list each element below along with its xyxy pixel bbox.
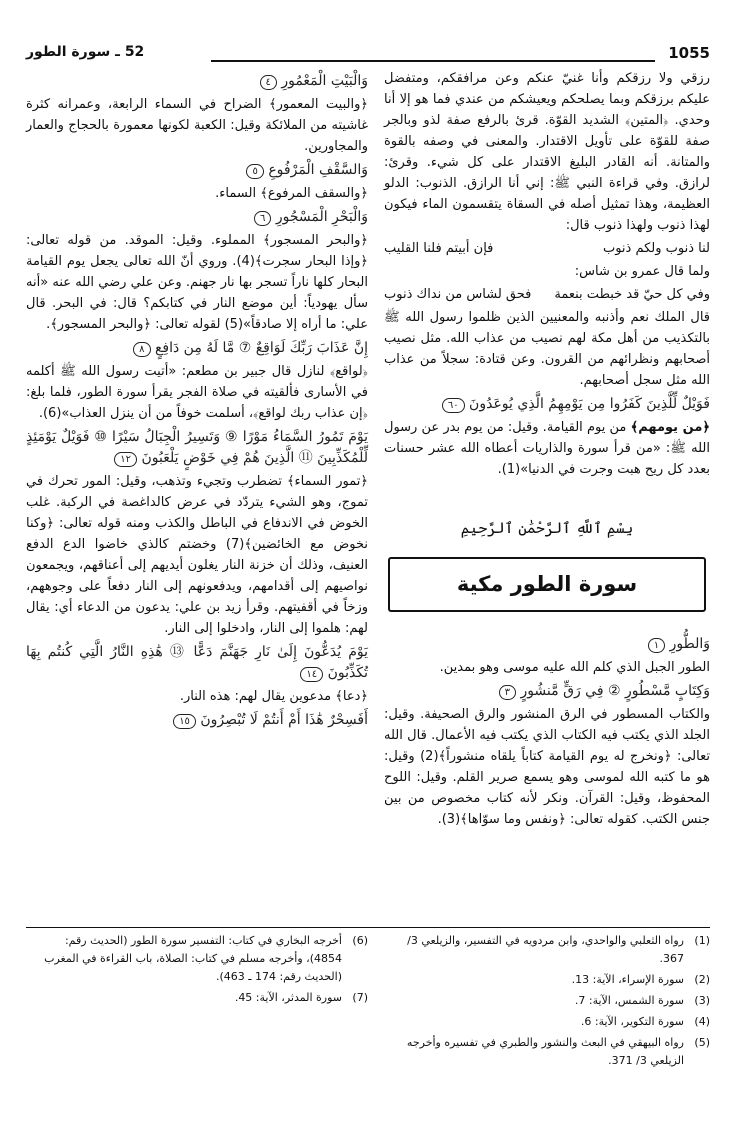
ayah-number: ١٤ xyxy=(300,667,323,682)
paragraph: ولما قال عمرو بن شاس: xyxy=(574,264,710,279)
surah-title-box: سورة الطور مكية xyxy=(388,557,706,612)
footnotes-left xyxy=(26,932,368,1010)
paragraph: ﴿تمور السماء﴾ تضطرب وتجيء وتذهب، وقيل: المور تحرك في تموج، وهو الشيء يتردّد في عرض كالداغصة في الركبة. غلب الخوض في الاندفاع في الباطل والكذب ومنه قوله تعالى: ﴿وكنا نخوض مع الخائضين﴾(7) وخضتم كالذي خاضوا الدع الدفع العنيف، وذلك أن خزنة النار يغلون أيديهم إلى أعناقهم، ويجمعون نواصيهم إلى أقدامهم، ويدفعونهم إلى النار دفعاً على وجوههم، وزخاً في أقفيتهم. وقرأ زيد بن علي: يدعون من الدعاء أي: يقال لهم: هلموا إلى النار، وادخلوا إلى النار. xyxy=(26,474,368,636)
footnote: (3) سورة الشمس، الآية: 7. xyxy=(574,994,710,1007)
ayah-number: ٨ xyxy=(133,342,150,357)
ayah-number: ١٥ xyxy=(173,714,196,729)
page-header xyxy=(26,40,710,70)
paragraph: ﴿لواقع﴾ لنازل قال جبير بن مطعم: «أتيت رسول الله ﷺ أكلمه في الأسارى فألقيته في صلاة الفجر يقرأ سورة الطور، فلما بلغ: ﴿إن عذاب ربك لواقع﴾، أسلمت خوفاً من أن ينزل العذاب»(6). xyxy=(26,364,368,421)
quran-ayah: فَوَيْلٌ لِّلَّذِينَ كَفَرُوا مِن يَوْمِهِمُ الَّذِي يُوعَدُونَ ٦٠ xyxy=(384,394,710,415)
hemistich: فحق لشاس من نداك ذنوب xyxy=(384,287,532,302)
footnotes-right xyxy=(384,932,710,1073)
page-number: 1055 xyxy=(668,44,710,62)
quran-ayah: وَكِتَابٍ مَّسْطُورٍ ② فِي رَقٍّ مَّنشُورٍ ٣ xyxy=(384,681,710,702)
quran-ayah: وَالطُّورِ ١ xyxy=(384,634,710,655)
paragraph: قال الملك نعم وأذنبه والمعنيين الذين ظلموا رسول الله ﷺ بالتكذيب من أهل مكة لهم نصيب من عذاب الله. مثل نصيب أصحابهم ونظرائهم من القرون. وعن قتادة: سجلاً من عذاب الله مثل سجل أصحابهم. xyxy=(384,310,710,388)
quran-ayah: وَالْبَيْتِ الْمَعْمُورِ ٤ xyxy=(26,71,368,92)
right-column xyxy=(384,68,710,830)
hemistich: لنا ذنوب ولكم ذنوب xyxy=(602,241,710,256)
ayah-number: ٥ xyxy=(246,164,263,179)
footnote: (1) رواه الثعلبي والواحدي، وابن مردويه في التفسير، والزيلعي 3/ 367. xyxy=(407,934,710,965)
quran-ayah: أَفَسِحْرٌ هَٰذَا أَمْ أَنتُمْ لَا تُبْصِرُونَ ١٥ xyxy=(26,710,368,731)
poetry-verse xyxy=(384,284,710,305)
footnote: (4) سورة التكوير، الآية: 6. xyxy=(580,1015,710,1028)
quran-ayah: وَالْبَحْرِ الْمَسْجُورِ ٦ xyxy=(26,207,368,228)
paragraph: رزقي ولا رزقكم وأنا غنيّ عنكم وعن مرافقكم، ومتفضل عليكم برزقكم وبما يصلحكم ويعيشكم من عندي فما هو إلا أنا وحدي. ﴿المتين﴾ الشديد القوّة. قرئ بالرفع صفة لذو وبالجر صفة للقوّة على تأويل الاقتدار. والمعنى في وصفه بالقوة والمتانة. أنه القادر البليغ الاقتدار على كل شيء. وقرئ: لرازق. وفي قراءة النبي ﷺ: إني أنا الرازق. الذنوب: الدلو العظيمة، وهذا تمثيل أصله في السقاة يتقسمون الماء فيكون لهذا ذنوب ولهذا ذنوب قال: xyxy=(384,71,710,233)
paragraph: ﴿والبحر المسجور﴾ المملوء. وقيل: الموقد. من قوله تعالى: ﴿وإذا البحار سجرت﴾(4). وروي أنّ الله تعالى يجعل يوم القيامة البحار كلها ناراً تسجر بها نار جهنم. وعن علي رضي الله عنه «أنه سأل يهودياً: أين موضع النار في كتابكم؟ قال: في البحر. قال علي: ما أراه إلا صادقاً»(5) لقوله تعالى: ﴿والبحر المسجور﴾. xyxy=(26,233,368,332)
ayah-number: ٦٠ xyxy=(442,398,465,413)
paragraph: ﴿والسقف المرفوع﴾ السماء. xyxy=(215,186,368,201)
header-rule xyxy=(211,60,655,62)
quran-ayah: وَالسَّقْفِ الْمَرْفُوعِ ٥ xyxy=(26,160,368,181)
paragraph: والكتاب المسطور في الرق المنشور والرق الصحيفة. وقيل: الجلد الذي يكتب فيه الكتاب الذي يكتب فيه الأعمال. قال الله تعالى: ﴿ونخرج له يوم القيامة كتاباً يلقاه منشوراً﴾(2) وقيل: هو ما كتبه الله لموسى وهو يسمع صرير القلم. وقيل: اللوح المحفوظ، وقيل: القرآن. ونكر لأنه كتاب مخصوص من بين جنس الكتب. كقوله تعالى: ﴿ونفس وما سوّاها﴾(3). xyxy=(384,707,710,827)
footnote: (7) سورة المدثر، الآية: 45. xyxy=(234,991,368,1004)
footnote: (2) سورة الإسراء، الآية: 13. xyxy=(571,973,710,986)
ayah-number: ٦ xyxy=(254,211,271,226)
basmala: بِسْمِ ٱللَّهِ ٱلرَّحْمَٰنِ ٱلرَّحِيمِ xyxy=(460,519,634,537)
left-column xyxy=(26,68,368,733)
footnote-rule xyxy=(26,927,710,928)
quran-ayah: يَوْمَ يُدَعُّونَ إِلَىٰ نَارِ جَهَنَّمَ دَعًّا ⑬ هَٰذِهِ النَّارُ الَّتِي كُنتُم بِهَا تُكَذِّبُونَ ١٤ xyxy=(26,644,368,681)
footnote: (5) رواه البيهقي في البعث والنشور والطبري في تفسيره وأخرجه الزيلعي 3/ 371. xyxy=(406,1036,710,1067)
paragraph: ﴿والبيت المعمور﴾ الضراح في السماء الرابعة، وعمرانه كثرة غاشيته من الملائكة وقيل: الكعبة لكونها معمورة بالحجاج والعمار والمجاورين. xyxy=(26,97,368,154)
ayah-number: ٣ xyxy=(499,685,516,700)
paragraph: ﴿دعا﴾ مدعوين يقال لهم: هذه النار. xyxy=(179,689,368,704)
surah-reference: 52 ـ سورة الطور xyxy=(26,44,145,60)
paragraph: ﴿من يومهم﴾ من يوم القيامة. وقيل: من يوم بدر عن رسول الله ﷺ: «من قرأ سورة والذاريات أعطاه الله عشر حسنات بعدد كل ريح هبت وجرت في الدنيا»(1). xyxy=(384,420,710,477)
quran-ayah: إِنَّ عَذَابَ رَبِّكَ لَوَاقِعٌ ⑦ مَّا لَهُ مِن دَافِعٍ ٨ xyxy=(26,338,368,359)
ayah-number: ٤ xyxy=(260,75,277,90)
ayah-number: ١ xyxy=(648,638,665,653)
paragraph: الطور الجبل الذي كلم الله عليه موسى وهو بمدين. xyxy=(439,660,710,675)
poetry-verse xyxy=(384,238,710,259)
hemistich: وفي كل حيّ قد خبطت بنعمة xyxy=(554,287,710,302)
ayah-number: ١٢ xyxy=(114,452,137,467)
footnote: (6) أخرجه البخاري في كتاب: التفسير سورة الطور (الحديث رقم: 4854)، وأخرجه مسلم في كتاب: الصلاة، باب القراءة في المغرب (الحديث رقم: 174 ـ 463). xyxy=(44,934,368,983)
hemistich: فإن أبيتم فلنا القليب xyxy=(384,241,494,256)
quran-ayah: يَوْمَ تَمُورُ السَّمَاءُ مَوْرًا ⑨ وَتَسِيرُ الْجِبَالُ سَيْرًا ⑩ فَوَيْلٌ يَوْمَئِذٍ لِّلْمُكَذِّبِينَ ⑪ الَّذِينَ هُمْ فِي خَوْضٍ يَلْعَبُونَ ١٢ xyxy=(26,429,368,466)
